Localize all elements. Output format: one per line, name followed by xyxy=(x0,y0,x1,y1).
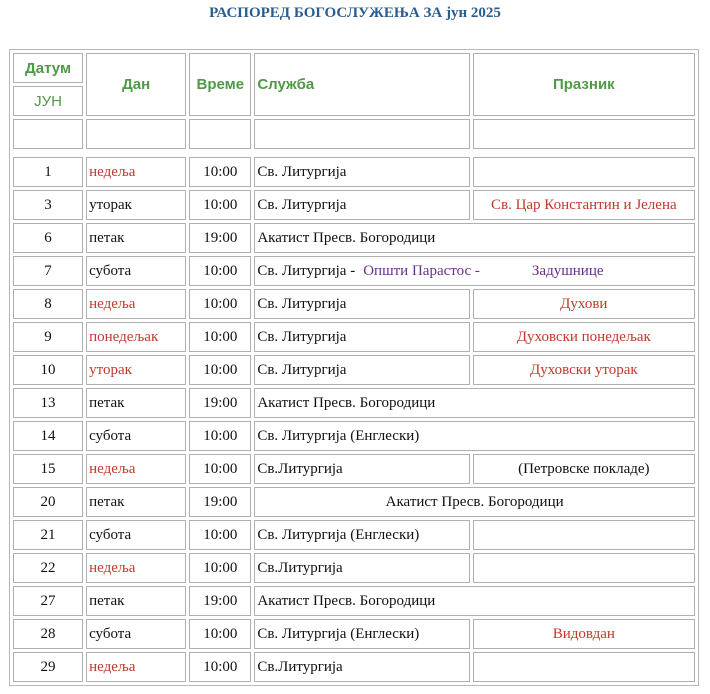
date-cell: 3 xyxy=(13,190,83,220)
header-row xyxy=(13,53,695,83)
date-cell: 6 xyxy=(13,223,83,253)
service-cell: Св. Литургија xyxy=(254,190,469,220)
day-cell: петак xyxy=(86,388,186,418)
day-cell: недеља xyxy=(86,454,186,484)
time-cell: 19:00 xyxy=(189,586,251,616)
feast-cell xyxy=(473,157,695,187)
feast-cell xyxy=(473,520,695,550)
spacer-cell xyxy=(13,119,83,149)
spacer-cell xyxy=(473,119,695,149)
day-cell: недеља xyxy=(86,553,186,583)
time-cell: 10:00 xyxy=(189,289,251,319)
header-datum: Датум xyxy=(13,53,83,83)
spacer-cell xyxy=(86,119,186,149)
feast-cell: Видовдан xyxy=(473,619,695,649)
date-cell: 13 xyxy=(13,388,83,418)
feast-cell xyxy=(473,652,695,682)
time-cell: 10:00 xyxy=(189,652,251,682)
service-cell: Акатист Пресв. Богородици xyxy=(254,487,695,517)
schedule-rows xyxy=(13,157,695,682)
table-row xyxy=(13,355,695,385)
table-row xyxy=(13,652,695,682)
service-cell: Св. Литургија (Енглески) xyxy=(254,421,695,451)
date-cell: 8 xyxy=(13,289,83,319)
header-praznik: Празник xyxy=(473,53,695,116)
service-cell: Св.Литургија xyxy=(254,454,469,484)
service-cell: Св. Литургија (Енглески) xyxy=(254,619,469,649)
date-cell: 20 xyxy=(13,487,83,517)
day-cell: уторак xyxy=(86,355,186,385)
service-cell xyxy=(254,256,695,286)
spacer-row xyxy=(13,119,695,149)
day-cell: субота xyxy=(86,421,186,451)
service-cell: Св.Литургија xyxy=(254,652,469,682)
date-cell: 28 xyxy=(13,619,83,649)
time-cell: 10:00 xyxy=(189,256,251,286)
date-cell: 7 xyxy=(13,256,83,286)
row-gap xyxy=(13,152,695,154)
time-cell: 10:00 xyxy=(189,157,251,187)
table-row xyxy=(13,421,695,451)
memorial-day-label: Задушнице xyxy=(531,262,604,279)
table-row xyxy=(13,454,695,484)
table-row xyxy=(13,223,695,253)
time-cell: 10:00 xyxy=(189,190,251,220)
service-cell: Св. Литургија xyxy=(254,355,469,385)
time-cell: 10:00 xyxy=(189,454,251,484)
time-cell: 19:00 xyxy=(189,388,251,418)
time-cell: 10:00 xyxy=(189,421,251,451)
table-row xyxy=(13,586,695,616)
service-cell: Св. Литургија xyxy=(254,289,469,319)
service-cell: Акатист Пресв. Богородици xyxy=(254,388,695,418)
day-cell: субота xyxy=(86,520,186,550)
table-row xyxy=(13,388,695,418)
time-cell: 10:00 xyxy=(189,619,251,649)
feast-cell: Духови xyxy=(473,289,695,319)
service-text: Св. Литургија - xyxy=(257,262,356,279)
service-cell: Акатист Пресв. Богородици xyxy=(254,223,695,253)
spacer-cell xyxy=(189,119,251,149)
service-cell: Св. Литургија xyxy=(254,157,469,187)
feast-cell: (Петровске покладе) xyxy=(473,454,695,484)
feast-cell: Духовски уторак xyxy=(473,355,695,385)
time-cell: 19:00 xyxy=(189,487,251,517)
table-row xyxy=(13,256,695,286)
header-sluzba: Служба xyxy=(254,53,469,116)
date-cell: 10 xyxy=(13,355,83,385)
table-row xyxy=(13,157,695,187)
day-cell: недеља xyxy=(86,157,186,187)
date-cell: 29 xyxy=(13,652,83,682)
service-cell: Св. Литургија (Енглески) xyxy=(254,520,469,550)
memorial-label: Општи Парастос - xyxy=(363,262,480,279)
date-cell: 9 xyxy=(13,322,83,352)
feast-cell: Св. Цар Константин и Јелена xyxy=(473,190,695,220)
day-cell: недеља xyxy=(86,289,186,319)
service-cell: Акатист Пресв. Богородици xyxy=(254,586,695,616)
table-row xyxy=(13,152,695,154)
date-cell: 21 xyxy=(13,520,83,550)
day-cell: субота xyxy=(86,256,186,286)
day-cell: петак xyxy=(86,586,186,616)
date-cell: 22 xyxy=(13,553,83,583)
feast-cell xyxy=(473,553,695,583)
table-row xyxy=(13,619,695,649)
date-cell: 14 xyxy=(13,421,83,451)
time-cell: 10:00 xyxy=(189,520,251,550)
time-cell: 10:00 xyxy=(189,322,251,352)
day-cell: недеља xyxy=(86,652,186,682)
time-cell: 19:00 xyxy=(189,223,251,253)
service-cell: Св.Литургија xyxy=(254,553,469,583)
header-vreme: Време xyxy=(189,53,251,116)
schedule-table xyxy=(9,49,699,686)
day-cell: петак xyxy=(86,223,186,253)
day-cell: петак xyxy=(86,487,186,517)
feast-cell: Духовски понедељак xyxy=(473,322,695,352)
page-title: РАСПОРЕД БОГОСЛУЖЕЊА ЗА јун 2025 xyxy=(209,5,501,21)
date-cell: 15 xyxy=(13,454,83,484)
spacer-cell xyxy=(254,119,469,149)
day-cell: понедељак xyxy=(86,322,186,352)
table-row xyxy=(13,190,695,220)
table-row xyxy=(13,487,695,517)
header-month: ЈУН xyxy=(13,86,83,116)
service-cell: Св. Литургија xyxy=(254,322,469,352)
table-row xyxy=(13,553,695,583)
table-row xyxy=(13,322,695,352)
header-dan: Дан xyxy=(86,53,186,116)
time-cell: 10:00 xyxy=(189,553,251,583)
table-row xyxy=(13,289,695,319)
time-cell: 10:00 xyxy=(189,355,251,385)
day-cell: уторак xyxy=(86,190,186,220)
date-cell: 1 xyxy=(13,157,83,187)
date-cell: 27 xyxy=(13,586,83,616)
day-cell: субота xyxy=(86,619,186,649)
table-row xyxy=(13,520,695,550)
